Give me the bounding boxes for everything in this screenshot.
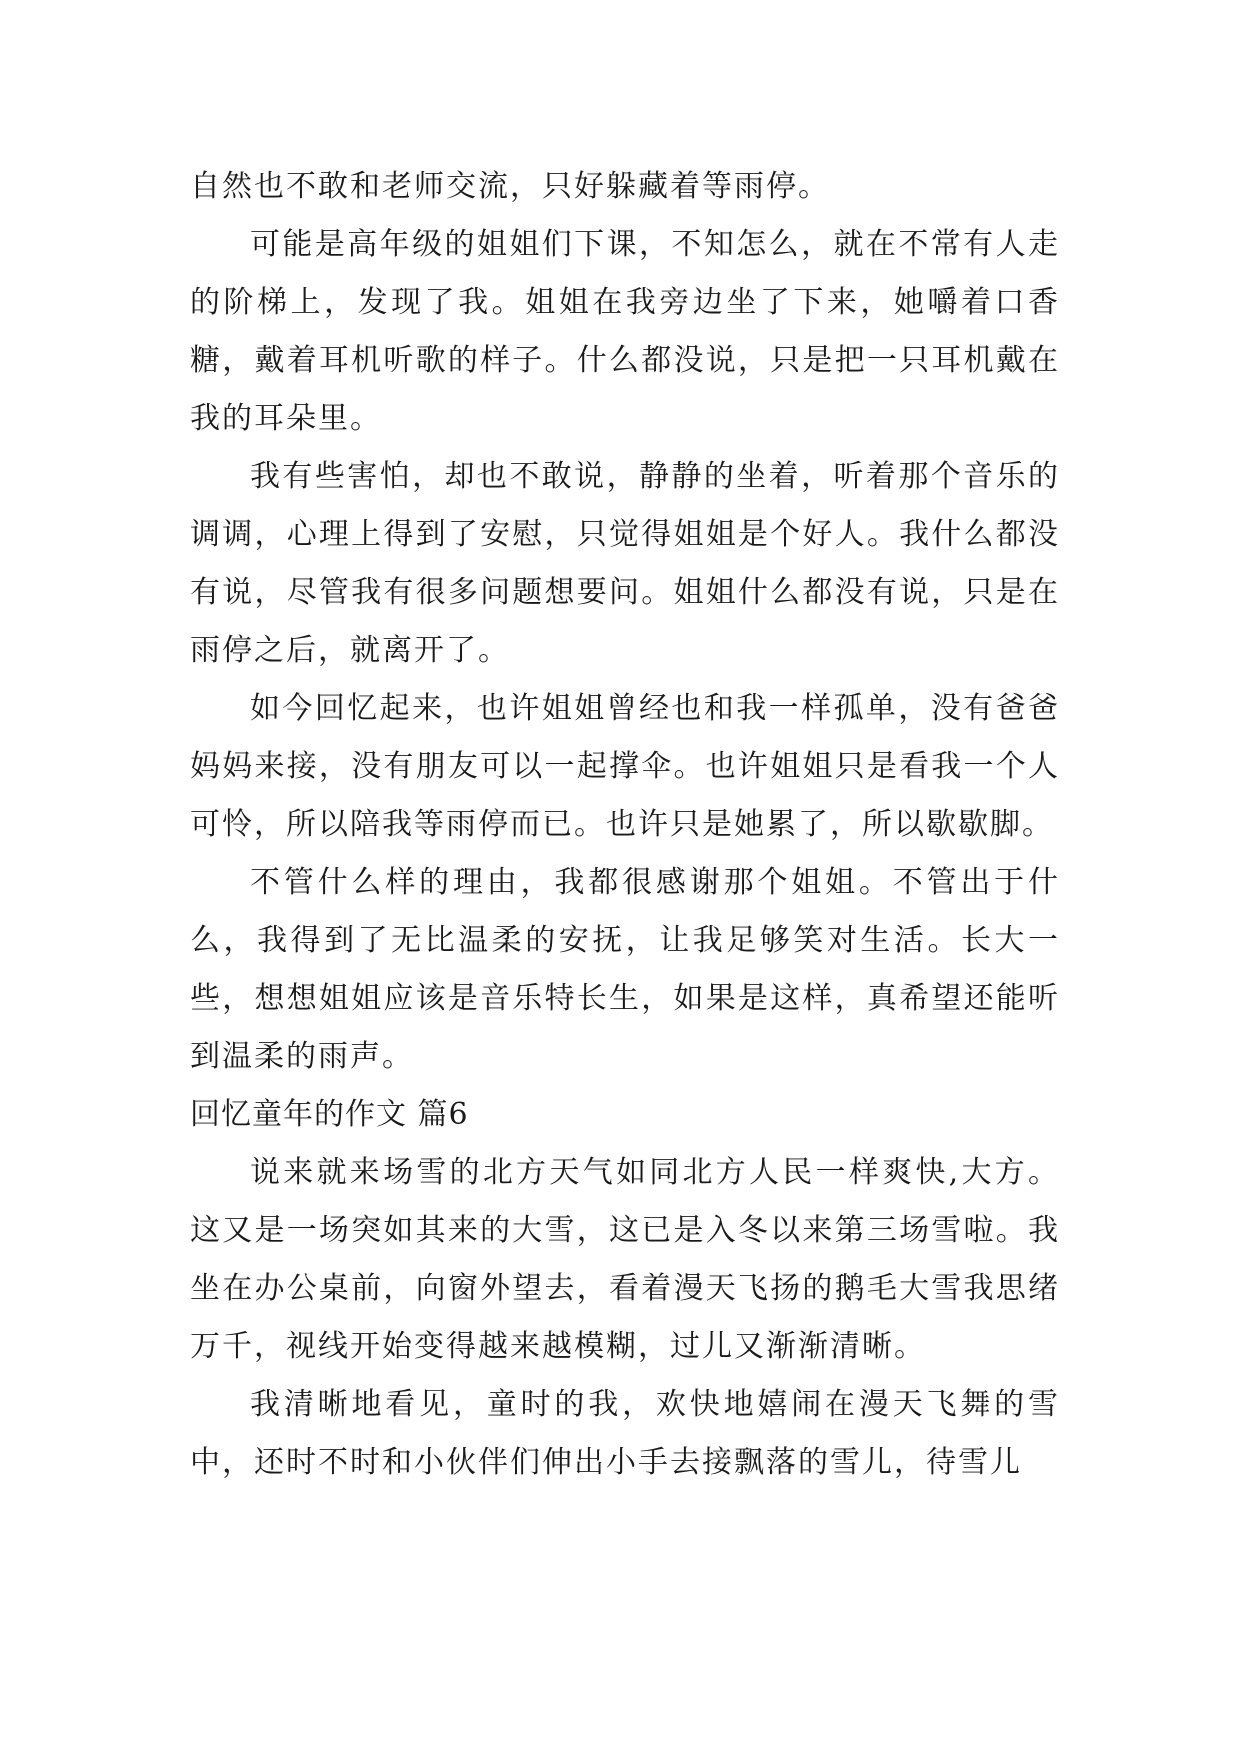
paragraph: 我清晰地看见，童时的我，欢快地嬉闹在漫天飞舞的雪中，还时不时和小伙伴们伸出小手去接飘落的雪儿，待雪儿 — [190, 1387, 1060, 1480]
paragraph-continuation: 自然也不敢和老师交流，只好躲藏着等雨停。 — [190, 169, 830, 204]
document-body — [190, 158, 1060, 1492]
section-heading: 回忆童年的作文 篇6 — [190, 1097, 469, 1132]
paragraph: 我有些害怕，却也不敢说，静静的坐着，听着那个音乐的调调，心理上得到了安慰，只觉得姐姐是个好人。我什么都没有说，尽管我有很多问题想要问。姐姐什么都没有说，只是在雨停之后，就离开了。 — [190, 459, 1060, 668]
paragraph: 说来就来场雪的北方天气如同北方人民一样爽快,大方。这又是一场突如其来的大雪，这已是入冬以来第三场雪啦。我坐在办公桌前，向窗外望去，看着漫天飞扬的鹅毛大雪我思绪万千，视线开始变得越来越模糊，过儿又渐渐清晰。 — [190, 1155, 1060, 1364]
paragraph: 可能是高年级的姐姐们下课，不知怎么，就在不常有人走的阶梯上，发现了我。姐姐在我旁边坐了下来，她嚼着口香糖，戴着耳机听歌的样子。什么都没说，只是把一只耳机戴在我的耳朵里。 — [190, 227, 1060, 436]
paragraph: 不管什么样的理由，我都很感谢那个姐姐。不管出于什么，我得到了无比温柔的安抚，让我足够笑对生活。长大一些，想想姐姐应该是音乐特长生，如果是这样，真希望还能听到温柔的雨声。 — [190, 865, 1060, 1074]
paragraph: 如今回忆起来，也许姐姐曾经也和我一样孤单，没有爸爸妈妈来接，没有朋友可以一起撑伞。也许姐姐只是看我一个人可怜，所以陪我等雨停而已。也许只是她累了，所以歇歇脚。 — [190, 691, 1060, 842]
